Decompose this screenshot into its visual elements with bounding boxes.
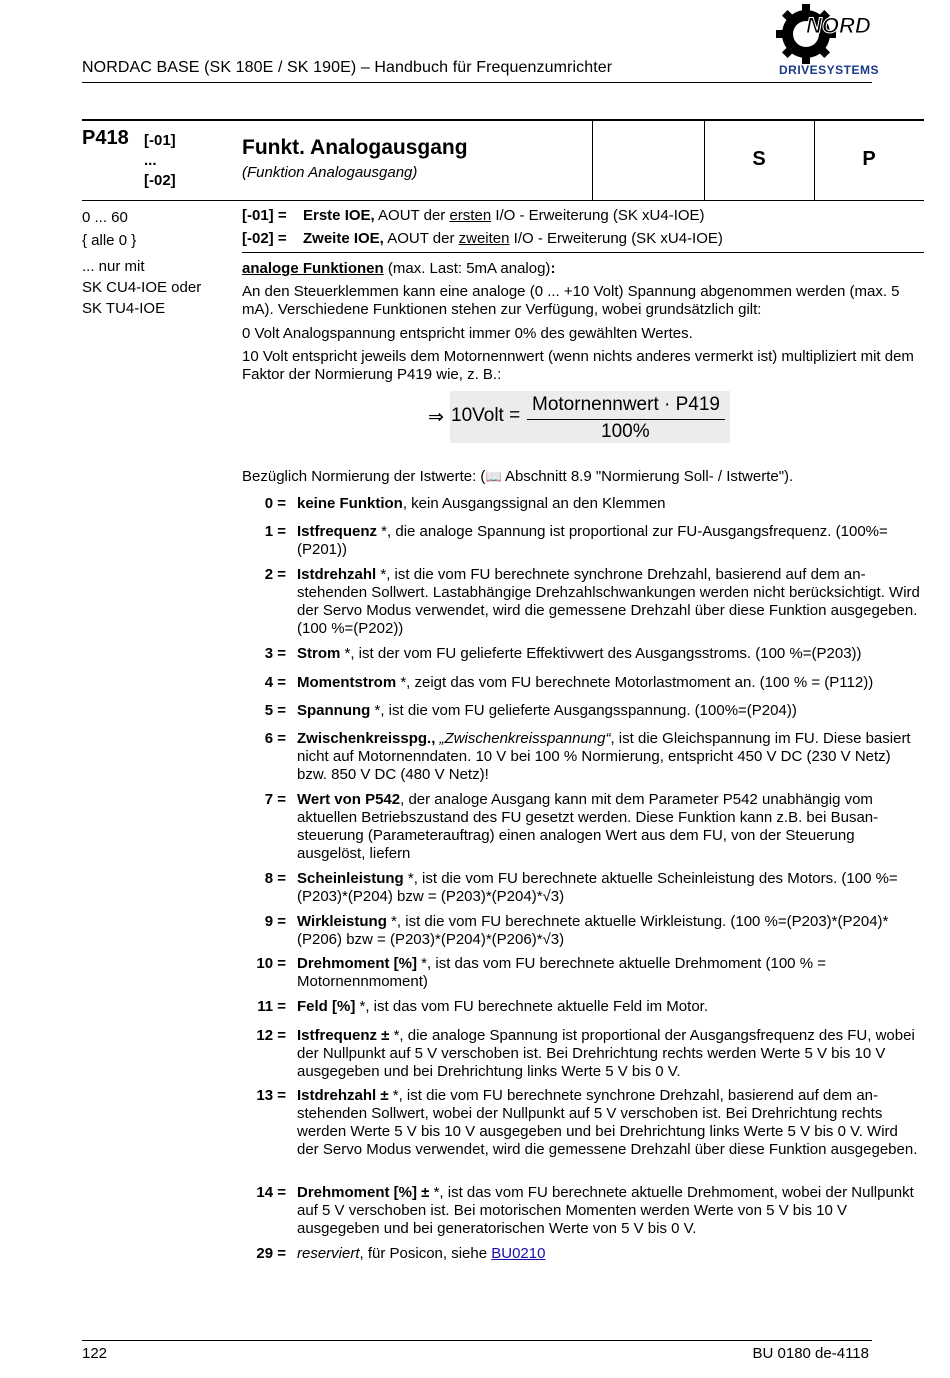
fraction-bar (527, 419, 725, 420)
formula-denominator: 100% (601, 421, 650, 442)
analog-functions-heading: analoge Funktionen (max. Last: 5mA analog): (242, 260, 556, 277)
intro-paragraph-2: 0 Volt Analogspannung entspricht immer 0% des gewählten Wertes. (242, 325, 693, 342)
reference-line: Bezüglich Normierung der Istwerte: (📖 Abschnitt 8.9 "Normierung Soll- / Istwerte"). (242, 468, 794, 485)
intro-paragraph-3: 10 Volt entspricht jeweils dem Motornennwert (wenn nichts anderes vermerkt ist) multipliziert mit dem Faktor der Normierung P419 wie, z. B.: (242, 348, 914, 383)
column-s-marker: S (752, 148, 766, 170)
bu0210-link[interactable]: BU0210 (491, 1245, 546, 1262)
formula-left: 10Volt = (451, 405, 521, 426)
logo-subtitle: DRIVESYSTEMS (779, 63, 880, 77)
value-range: 0 ... 60 (82, 209, 128, 226)
document-header-title: NORDAC BASE (SK 180E / SK 190E) – Handbuch für Frequenzumrichter (82, 59, 613, 76)
parameter-title: Funkt. Analogausgang (242, 136, 468, 159)
parameter-subtitle: (Funktion Analogausgang) (242, 164, 418, 181)
footer-rule (82, 1340, 872, 1341)
page-number: 122 (82, 1345, 108, 1362)
array-separator (242, 252, 924, 253)
formula-numerator: Motornennwert · P419 (532, 394, 720, 415)
book-icon: 📖 (485, 469, 502, 484)
intro-paragraph-1: An den Steuerklemmen kann eine analoge (0 ... +10 Volt) Spannung abgenommen werden (max. 5 mA). Verschiedene Funktionen stehen zur Verfügung, wobei grundsätzlich gilt: (242, 283, 900, 318)
table-header-bottom (82, 200, 924, 201)
table-top-border (82, 119, 924, 121)
document-code: BU 0180 de-4118 (752, 1345, 869, 1362)
default-value: { alle 0 } (82, 232, 137, 249)
table-divider (592, 121, 593, 200)
availability-note: ... nur mit SK CU4-IOE oder SK TU4-IOE (82, 258, 202, 317)
column-p-marker: P (862, 148, 876, 170)
parameter-array: [-01] ... [-02] (144, 132, 176, 189)
logo-word: NORD (806, 13, 871, 38)
implies-icon: ⇒ (428, 407, 444, 428)
parameter-id: P418 (82, 127, 129, 149)
header-rule (82, 82, 872, 83)
